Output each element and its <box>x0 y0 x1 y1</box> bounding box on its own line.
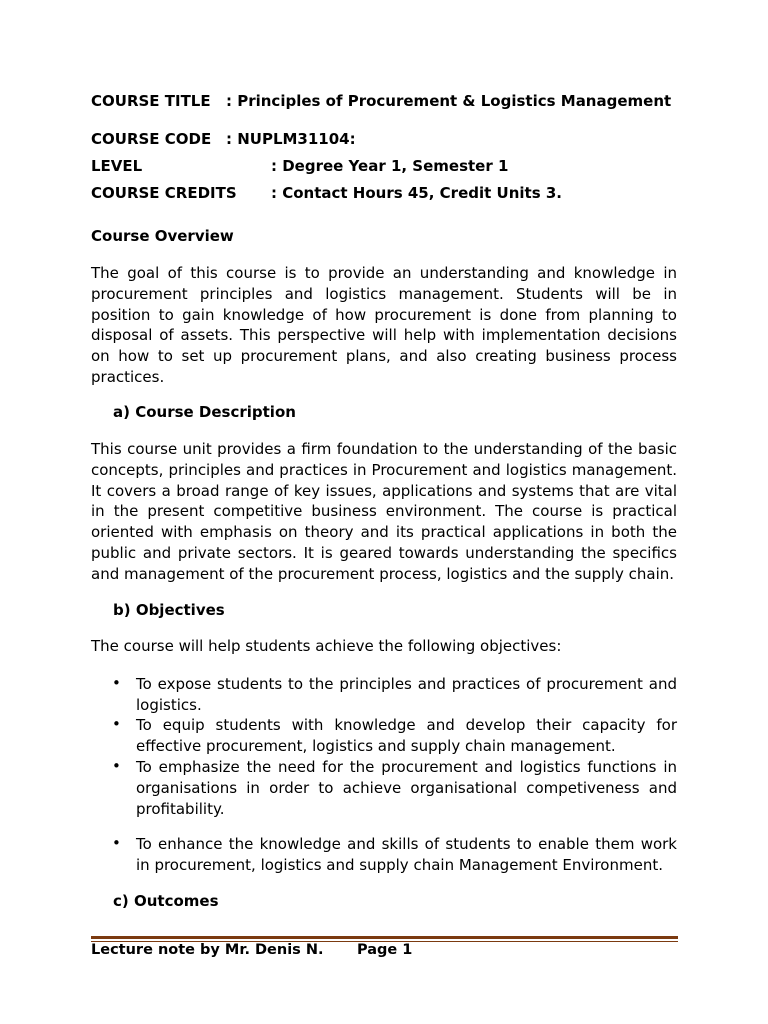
footer-page-number: Page 1 <box>357 942 413 958</box>
bullet-icon: • <box>112 834 121 852</box>
page-footer <box>91 942 413 958</box>
course-credits-row <box>91 184 562 202</box>
bullet-icon: • <box>112 674 121 692</box>
level-label: LEVEL <box>91 157 143 175</box>
level-value: : Degree Year 1, Semester 1 <box>271 157 509 175</box>
overview-paragraph: The goal of this course is to provide an understanding and knowledge in procurement principles and logistics management. Students will be in position to gain knowledge of how procurement is done from planning to disposal of assets. This perspective will help with implementation decisions on how to set up procurement plans, and also creating business process practices. <box>91 264 677 386</box>
objective-text: To expose students to the principles and practices of procurement and logistics. <box>136 675 677 714</box>
description-paragraph: This course unit provides a firm foundation to the understanding of the basic concepts, principles and practices in Procurement and logistics management. It covers a broad range of key issues, applications and systems that are vital in the present competitive business environment. The course is practical oriented with emphasis on theory and its practical applications in both the public and private sectors. It is geared towards understanding the specifics and management of the procurement process, logistics and the supply chain. <box>91 440 677 583</box>
outcomes-heading: c) Outcomes <box>113 892 219 910</box>
course-title-value: : Principles of Procurement & Logistics Management <box>226 92 672 110</box>
description-heading: a) Course Description <box>113 403 296 421</box>
course-credits-value: : Contact Hours 45, Credit Units 3. <box>271 184 562 202</box>
objectives-heading: b) Objectives <box>113 601 225 619</box>
bullet-icon: • <box>112 715 121 733</box>
footer-author: Lecture note by Mr. Denis N. <box>91 942 324 958</box>
objective-text: To equip students with knowledge and develop their capacity for effective procurement, logistics and supply chain management. <box>136 716 677 755</box>
course-code-row <box>91 130 356 148</box>
course-code-label: COURSE CODE <box>91 130 212 148</box>
level-row <box>91 157 509 175</box>
course-title-label: COURSE TITLE <box>91 92 211 110</box>
objective-text: To emphasize the need for the procurement and logistics functions in organisations in order to achieve organisational competiveness and profitability. <box>136 758 677 818</box>
objective-text: To enhance the knowledge and skills of students to enable them work in procurement, logistics and supply chain Management Environment. <box>136 835 677 874</box>
course-credits-label: COURSE CREDITS <box>91 184 237 202</box>
overview-heading: Course Overview <box>91 227 234 245</box>
footer-rule-thick <box>91 936 678 939</box>
bullet-icon: • <box>112 757 121 775</box>
course-title-row <box>91 92 672 110</box>
objectives-intro: The course will help students achieve the following objectives: <box>91 637 562 655</box>
course-code-value: : NUPLM31104: <box>226 130 356 148</box>
